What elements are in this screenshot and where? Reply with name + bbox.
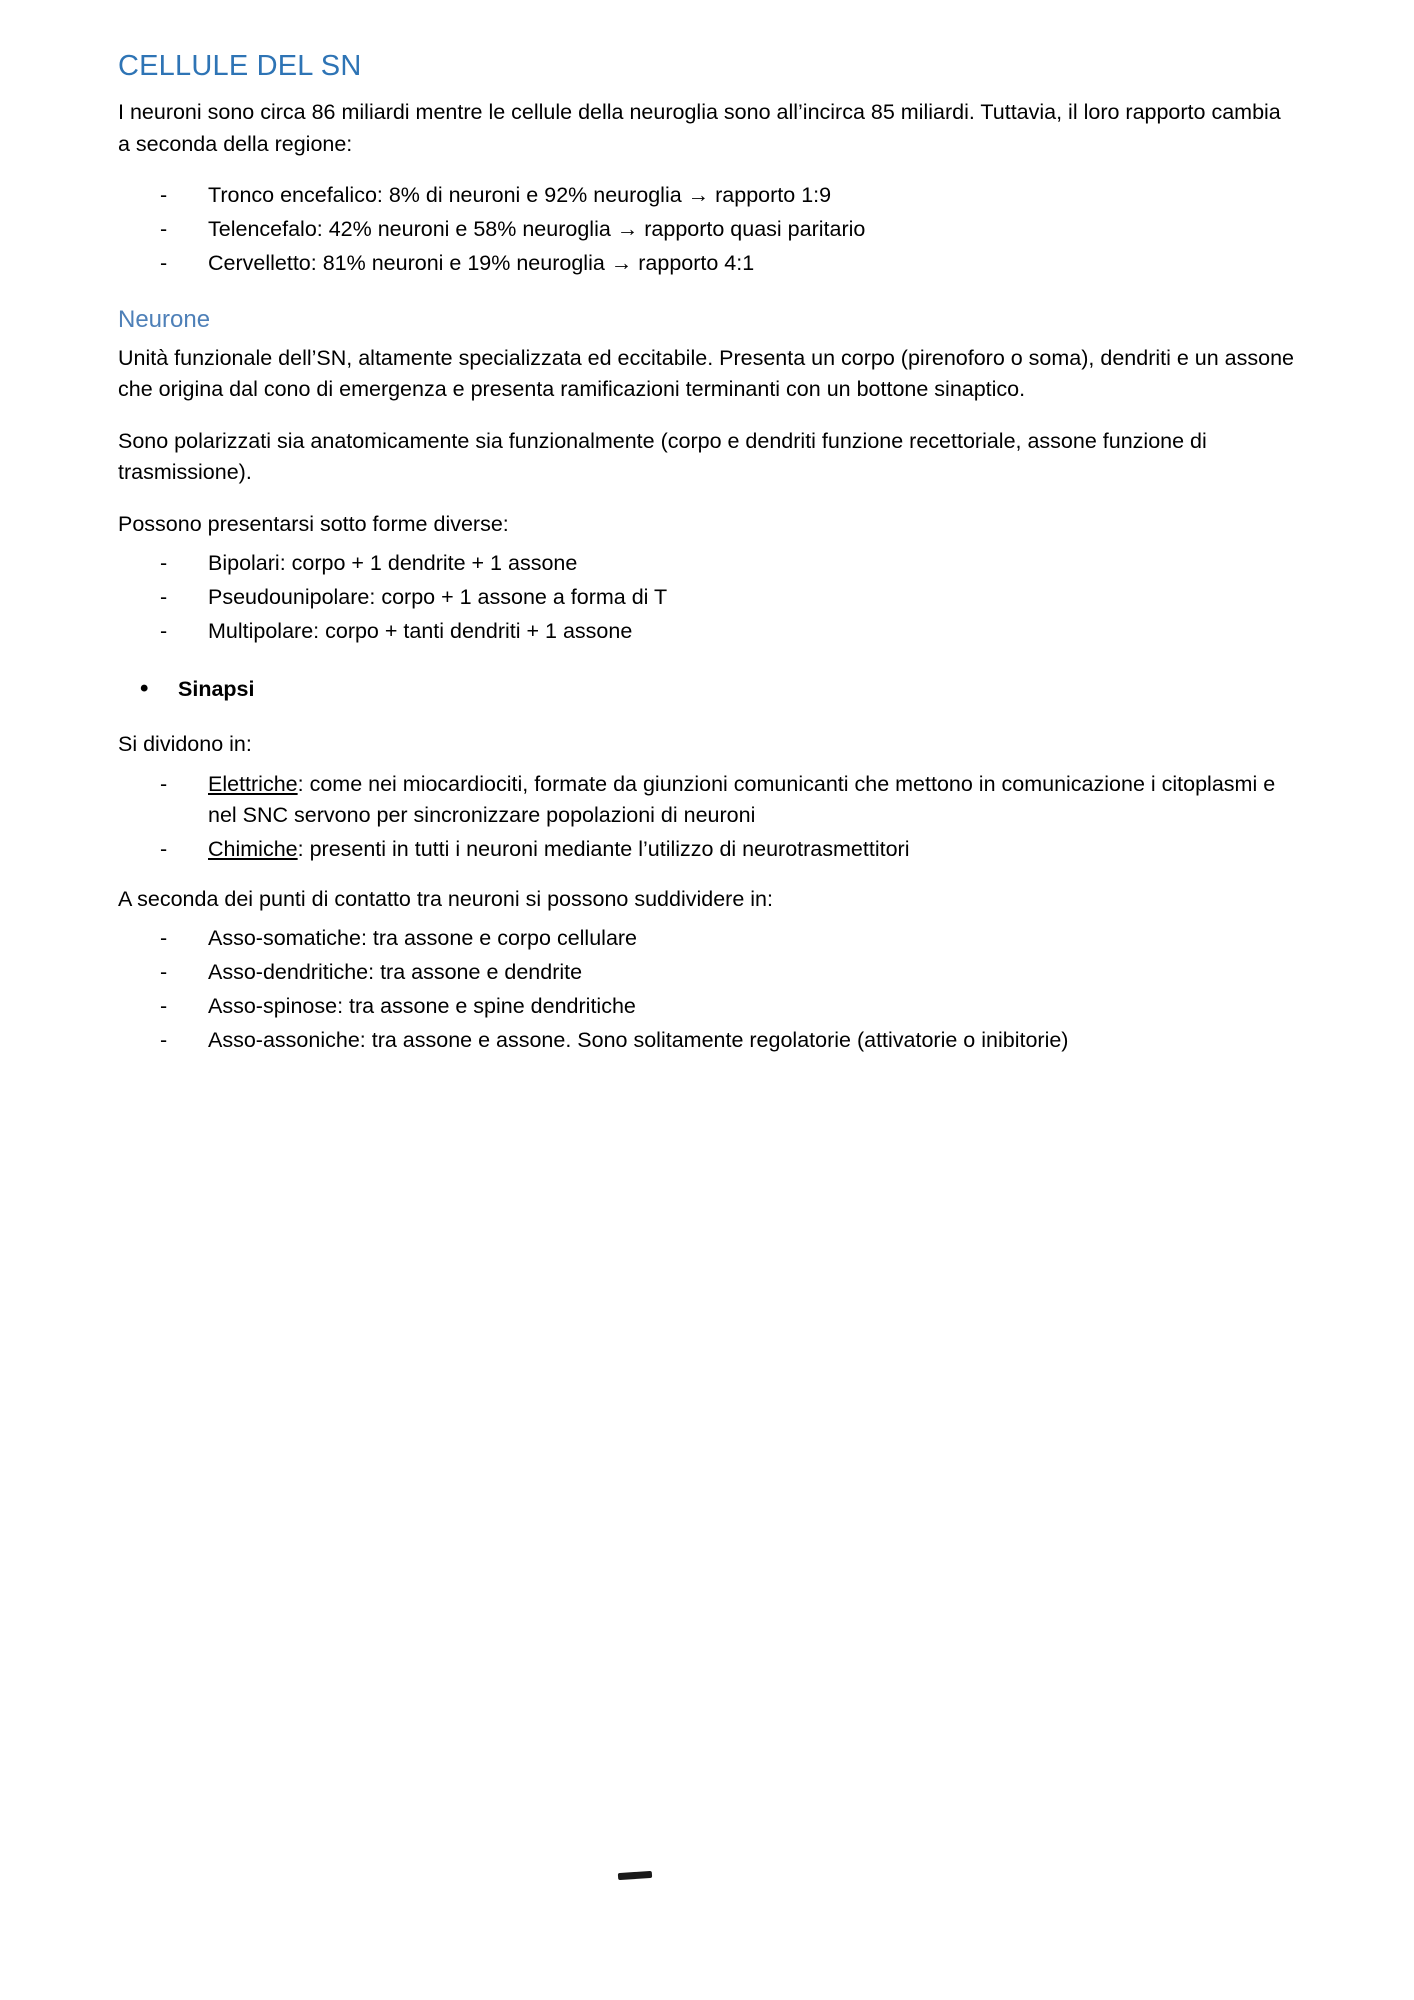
list-item — [118, 214, 1298, 246]
neurone-paragraph-2: Sono polarizzati sia anatomicamente sia funzionalmente (corpo e dendriti funzione recettoriale, assone funzione di trasmissione). — [118, 428, 1207, 485]
list-item — [118, 923, 1298, 955]
list-item — [118, 1025, 1298, 1057]
dash-marker-icon: - — [160, 960, 168, 985]
page-bottom-mark — [618, 1871, 652, 1880]
dash-marker-icon: - — [160, 994, 168, 1019]
list-item-label: Asso-spinose: tra assone e spine dendritiche — [208, 994, 636, 1019]
list-item-label: Telencefalo: 42% neuroni e 58% neuroglia → rapporto quasi paritario — [208, 217, 866, 242]
list-item — [118, 991, 1298, 1023]
list-item — [118, 616, 1298, 648]
bullet-marker-icon: • — [140, 674, 149, 702]
document-content — [118, 50, 1298, 1057]
page-title: CELLULE DEL SN — [118, 50, 362, 82]
list-item-label: Multipolare: corpo + tanti dendriti + 1 assone — [208, 619, 633, 644]
dash-marker-icon: - — [160, 585, 168, 610]
dash-marker-icon: - — [160, 837, 168, 862]
dash-marker-icon: - — [160, 926, 168, 951]
sinapsi-intro: Si dividono in: — [118, 732, 252, 757]
section-heading-neurone: Neurone — [118, 305, 211, 333]
neurone-paragraph-3: Possono presentarsi sotto forme diverse: — [118, 511, 509, 536]
list-item-term: Chimiche — [208, 837, 298, 862]
contact-types-list — [118, 923, 1298, 1057]
list-item-label: Pseudounipolare: corpo + 1 assone a forma di T — [208, 585, 668, 610]
list-item-label: Asso-assoniche: tra assone e assone. Sono solitamente regolatorie (attivatorie o inibitorie) — [208, 1028, 1069, 1053]
list-item — [118, 582, 1298, 614]
list-item — [118, 834, 1298, 866]
list-item — [118, 957, 1298, 989]
list-item — [118, 674, 1298, 706]
list-item-label: : presenti in tutti i neuroni mediante l’utilizzo di neurotrasmettitori — [297, 837, 910, 862]
list-item — [118, 769, 1298, 832]
sinapsi-types-list — [118, 769, 1298, 866]
list-item — [118, 248, 1298, 280]
list-item-term: Elettriche — [208, 771, 298, 796]
sinapsi-heading: Sinapsi — [178, 676, 255, 701]
dash-marker-icon: - — [160, 251, 168, 276]
list-item-label: Tronco encefalico: 8% di neuroni e 92% neuroglia → rapporto 1:9 — [208, 183, 832, 208]
neuron-forms-list — [118, 548, 1298, 648]
intro-paragraph: I neuroni sono circa 86 miliardi mentre le cellule della neuroglia sono all’incirca 85 miliardi. Tuttavia, il loro rapporto cambia a seconda della regione: — [118, 100, 1281, 156]
dash-marker-icon: - — [160, 619, 168, 644]
list-item-label: Bipolari: corpo + 1 dendrite + 1 assone — [208, 551, 578, 576]
list-item-label: : come nei miocardiociti, formate da giunzioni comunicanti che mettono in comunicazione i citoplasmi e nel SNC servono per sincronizzare popolazioni di neuroni — [208, 771, 1276, 828]
list-item-label: Asso-somatiche: tra assone e corpo cellulare — [208, 926, 638, 951]
dash-marker-icon: - — [160, 217, 168, 242]
dash-marker-icon: - — [160, 771, 168, 796]
list-item-label: Asso-dendritiche: tra assone e dendrite — [208, 960, 583, 985]
sinapsi-bullet-list — [118, 674, 1298, 706]
neurone-paragraph-1: Unità funzionale dell’SN, altamente specializzata ed eccitabile. Presenta un corpo (pirenoforo o soma), dendriti e un assone che origina dal cono di emergenza e presenta ramificazioni terminanti con un bottone sinaptico. — [118, 345, 1295, 402]
list-item — [118, 548, 1298, 580]
list-item — [118, 180, 1298, 212]
dash-marker-icon: - — [160, 183, 168, 208]
dash-marker-icon: - — [160, 1028, 168, 1053]
contact-intro-paragraph: A seconda dei punti di contatto tra neuroni si possono suddividere in: — [118, 886, 773, 911]
dash-marker-icon: - — [160, 551, 168, 576]
regions-list — [118, 180, 1298, 280]
list-item-label: Cervelletto: 81% neuroni e 19% neuroglia → rapporto 4:1 — [208, 251, 755, 276]
